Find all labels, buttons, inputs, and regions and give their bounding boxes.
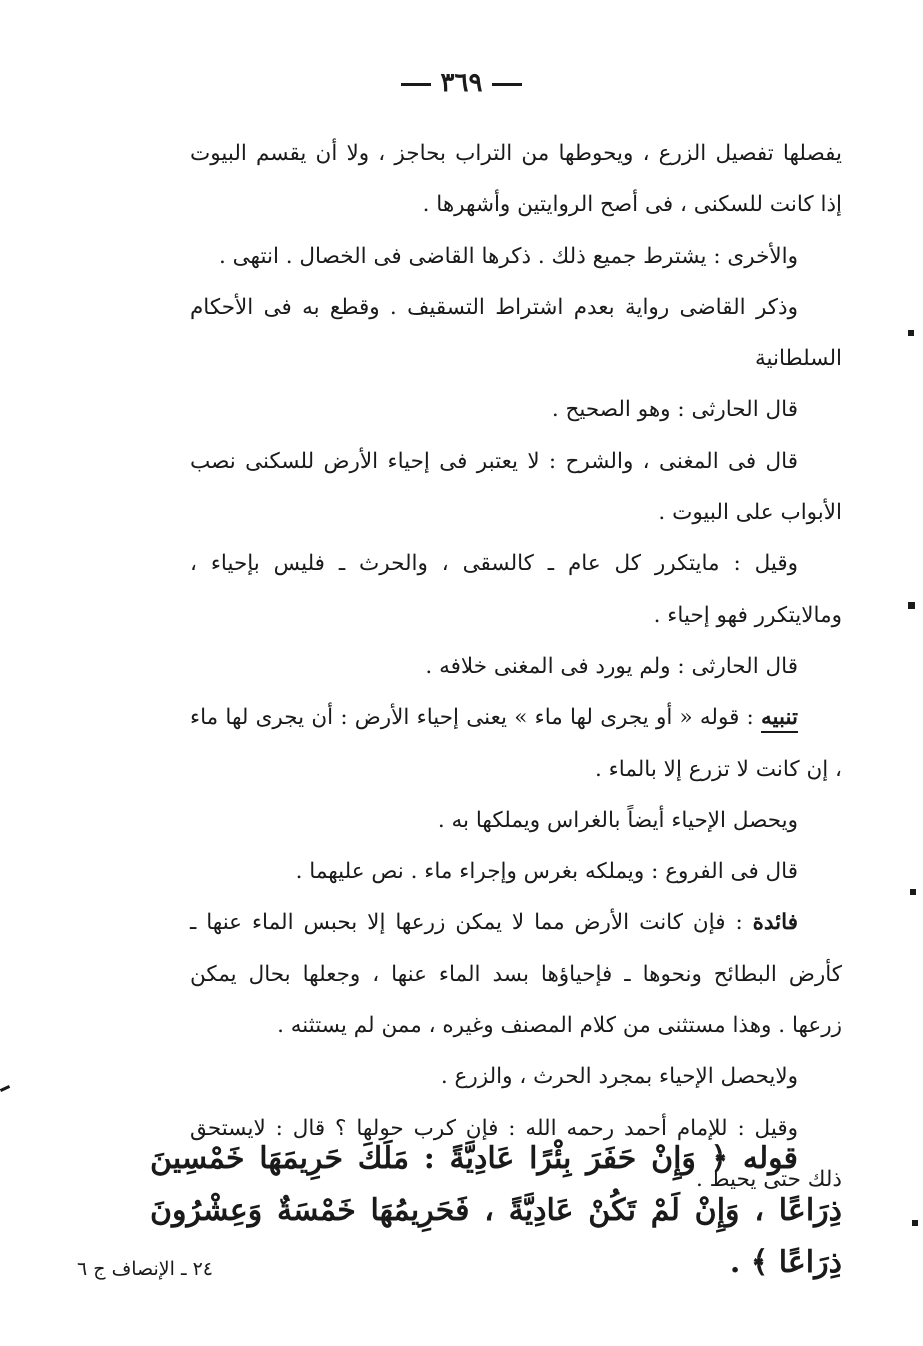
paragraph: ولايحصل الإحياء بمجرد الحرث ، والزرع . xyxy=(440,1064,798,1090)
page-number-dash-left xyxy=(401,83,431,86)
paragraph: ويحصل الإحياء أيضاً بالغراس ويملكها به . xyxy=(437,807,798,833)
paragraph: وذكر القاضى رواية بعدم اشتراط التسقيف . وقطع به فى الأحكام السلطانية xyxy=(190,294,842,372)
margin-mark xyxy=(0,1085,10,1092)
paragraph: قال فى المغنى ، والشرح : لا يعتبر فى إحياء الأرض للسكنى نصب الأبواب على البيوت . xyxy=(190,448,842,526)
quoted-text xyxy=(150,1133,842,1289)
paragraph: وقيل : للإمام أحمد رحمه الله : فإن كرب حولها ؟ قال : لايستحق ذلك حتى يحيط . xyxy=(190,1115,842,1192)
body-text xyxy=(190,128,842,1205)
paragraph: قال فى الفروع : ويملكه بغرس وإجراء ماء . نص عليهما . xyxy=(295,859,798,885)
paragraph: والأخرى : يشترط جميع ذلك . ذكرها القاضى فى الخصال . انتهى . xyxy=(218,243,798,269)
tanbih-label: تنبيه xyxy=(761,705,798,731)
margin-mark xyxy=(908,602,915,609)
page-number-text: ٣٦٩ xyxy=(440,68,483,98)
paragraph-tanbih: تنبيه : قوله « أو يجرى لها ماء » يعنى إحياء الأرض : أن يجرى لها ماء ، إن كانت لا تزرع إلا بالماء . xyxy=(190,705,842,782)
footer-signature: ٢٤ ـ الإنصاف ج ٦ xyxy=(77,1258,213,1280)
paragraph: قال الحارثى : ولم يورد فى المغنى خلافه . xyxy=(425,653,798,679)
faida-label: فائدة xyxy=(752,910,798,936)
margin-mark xyxy=(910,889,916,895)
paragraph: وقيل : مايتكرر كل عام ـ كالسقى ، والحرث ـ فليس بإحياء ، ومالايتكرر فهو إحياء . xyxy=(190,551,842,628)
margin-mark xyxy=(908,330,914,336)
quote-line: قوله ﴿ وَإِنْ حَفَرَ بِئْرًا عَادِيَّةً : مَلَكَ حَرِيمَهَا خَمْسِينَ ذِرَاعًا ، وَإِنْ لَمْ تَكُنْ عَادِيَّةً ، فَحَرِيمُهَا خَمْسَةٌ وَعِشْرُونَ ذِرَاعًا ﴾ . xyxy=(150,1141,842,1280)
paragraph-faida: فائدة : فإن كانت الأرض مما لا يمكن زرعها إلا بحبس الماء عنها ـ كأرض البطائح ونحوها ـ فإحياؤها بسد الماء عنها ، وجعلها بحال يمكن زرعها . وهذا مستثنى من كلام المصنف وغيره ، ممن لم يستثنه . xyxy=(190,910,842,1039)
page-number-dash-right xyxy=(492,83,522,86)
page-number xyxy=(0,68,923,98)
margin-mark xyxy=(912,1220,918,1226)
paragraph: يفصلها تفصيل الزرع ، ويحوطها من التراب بحاجز ، ولا أن يقسم البيوت إذا كانت للسكنى ، فى أصح الروايتين وأشهرها . xyxy=(190,141,842,218)
paragraph: قال الحارثى : وهو الصحيح . xyxy=(551,397,798,423)
